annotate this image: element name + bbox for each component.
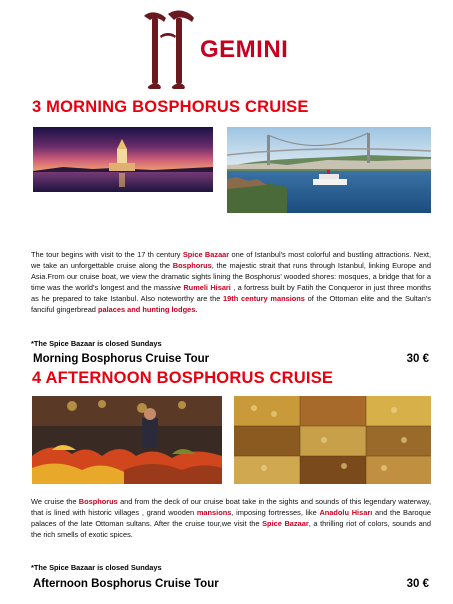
tour4-price-row xyxy=(33,578,429,594)
description-text: We cruise the xyxy=(31,497,79,506)
highlighted-term: 19th century mansions xyxy=(223,293,305,303)
tour3-closed-note: *The Spice Bazaar is closed Sundays xyxy=(31,339,162,348)
maiden-tower-photo xyxy=(33,127,213,192)
twin-figures-logo-icon xyxy=(140,6,200,90)
tour3-price-row xyxy=(33,353,429,369)
tour4-price: 30 € xyxy=(406,578,429,590)
highlighted-term: Bosphorus xyxy=(172,260,212,270)
turkish-delight-photo xyxy=(234,396,431,484)
description-text: of the Ottoman elite and the Sultan's fanciful gingerbread xyxy=(31,293,432,314)
tour3-price: 30 € xyxy=(406,353,429,365)
description-text: one of Istanbul's most colorful and bustling attractions. Next, we take an unforgettable cruise along the xyxy=(31,250,431,270)
highlighted-term: Bosphorus xyxy=(78,497,118,506)
tour4-title: 4 AFTERNOON BOSPHORUS CRUISE xyxy=(32,369,334,387)
tour3-title: 3 MORNING BOSPHORUS CRUISE xyxy=(32,98,309,116)
highlighted-term: mansions xyxy=(196,507,232,517)
description-text: , a fortress built by Fatih the Conqueror in just three months as he prepared to take Istanbul. Also noteworthy are the xyxy=(31,282,431,303)
description-text: , a thrilling riot of colors, sounds and the rich smells of exotic spices. xyxy=(31,518,432,539)
description-text: , the majestic strait that runs through Istanbul, linking Europe and Asia.From our cruise boat, we view the dramatic sights lining the Bosphorus' wooded shores: mosques, a bridge that for a time was the world's longest and the massive xyxy=(31,260,431,292)
highlighted-term: Anadolu Hisarı xyxy=(319,507,373,517)
spice-bazaar-photo xyxy=(32,396,222,484)
highlighted-term: Spice Bazaar xyxy=(182,250,230,259)
gemini-logo xyxy=(140,6,305,90)
logo-text: GEMINI xyxy=(200,36,289,63)
description-text: and from the deck of our cruise boat take in the sights and sounds of this legendary waterway, that is lined with historic villages , grand wooden xyxy=(31,497,431,517)
description-text: The tour begins with visit to the 17 th century xyxy=(31,250,183,259)
tour3-price-name: Morning Bosphorus Cruise Tour xyxy=(33,353,210,365)
tour4-price-name: Afternoon Bosphorus Cruise Tour xyxy=(33,578,219,590)
tour3-description xyxy=(31,250,431,315)
highlighted-term: Spice Bazaar xyxy=(262,518,309,528)
tour4-description xyxy=(31,497,431,541)
description-text: and the Baroque palaces of the late Ottoman sultans. After the cruise tour,we visit the xyxy=(31,507,431,528)
highlighted-term: palaces and hunting lodges. xyxy=(97,304,198,314)
highlighted-term: Rumeli Hisari xyxy=(183,282,231,292)
bosphorus-bridge-photo xyxy=(227,127,431,213)
description-text: , imposing fortresses, like xyxy=(231,507,320,517)
tour4-closed-note: *The Spice Bazaar is closed Sundays xyxy=(31,563,162,572)
